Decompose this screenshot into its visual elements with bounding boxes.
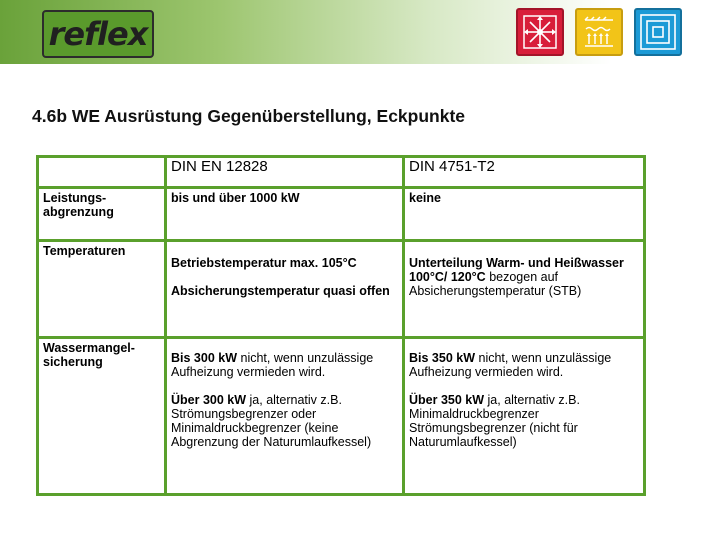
comparison-table <box>36 155 646 496</box>
header-cell-empty <box>38 157 166 188</box>
row-label-temperaturen: Temperaturen <box>38 241 166 338</box>
din-wasser-p1-rest: nicht, wenn unzulässige Aufheizung vermieden wird. <box>409 351 612 379</box>
en-wasser-p2-bold: Über 300 kW <box>171 393 247 407</box>
slide-title: 4.6b WE Ausrüstung Gegenüberstellung, Eckpunkte <box>32 106 466 126</box>
cell-din-leistung: keine <box>404 188 645 241</box>
row-label-leistungsabgrenzung: Leistungs- abgrenzung <box>38 188 166 241</box>
table-row <box>38 188 645 241</box>
en-temp-betrieb: Betriebstemperatur max. 105°C <box>171 256 357 270</box>
en-wasser-p1-bold: Bis 300 kW <box>171 351 238 365</box>
din-wasser-p1 <box>409 351 639 379</box>
header-cell-din-4751: DIN 4751-T2 <box>404 157 645 188</box>
en-wasser-p1-rest: nicht, wenn unzulässige Aufheizung vermieden wird. <box>171 351 374 379</box>
cell-en-leistung: bis und über 1000 kW <box>166 188 404 241</box>
logo-text: reflex <box>48 15 148 53</box>
table-row <box>38 338 645 495</box>
din-wasser-p1-bold: Bis 350 kW <box>409 351 476 365</box>
cell-din-temperaturen <box>404 241 645 338</box>
en-wasser-p1 <box>171 351 398 379</box>
concentric-squares-icon <box>634 8 682 56</box>
table-row <box>38 241 645 338</box>
row-label-wassermangelsicherung: Wassermangel- sicherung <box>38 338 166 495</box>
heating-flow-icon <box>575 8 623 56</box>
cell-din-wasser <box>404 338 645 495</box>
header-cell-din-en-12828: DIN EN 12828 <box>166 157 404 188</box>
en-temp-absicherung: Absicherungstemperatur quasi offen <box>171 284 390 298</box>
cell-en-temperaturen <box>166 241 404 338</box>
din-wasser-p2 <box>409 393 639 449</box>
din-wasser-p2-bold: Über 350 kW <box>409 393 485 407</box>
din-temp-rest: bezogen auf Absicherungstemperatur (STB) <box>409 270 582 298</box>
en-wasser-p2-rest: ja, alternativ z.B. Strömungsbegrenzer oder Minimaldruckbegrenzer (keine Abgrenzung der Naturumlaufkessel) <box>171 393 372 449</box>
din-wasser-p2-rest: ja, alternativ z.B. Minimaldruckbegrenzer Strömungsbegrenzer (nicht für Naturumlaufkessel) <box>409 393 580 449</box>
reflex-logo <box>42 10 154 58</box>
expansion-arrows-icon <box>516 8 564 56</box>
din-temp-bold: Unterteilung Warm- und Heißwasser 100°C/ 120°C <box>409 256 624 284</box>
table-header-row <box>38 157 645 188</box>
en-wasser-p2 <box>171 393 398 449</box>
cell-en-wasser <box>166 338 404 495</box>
